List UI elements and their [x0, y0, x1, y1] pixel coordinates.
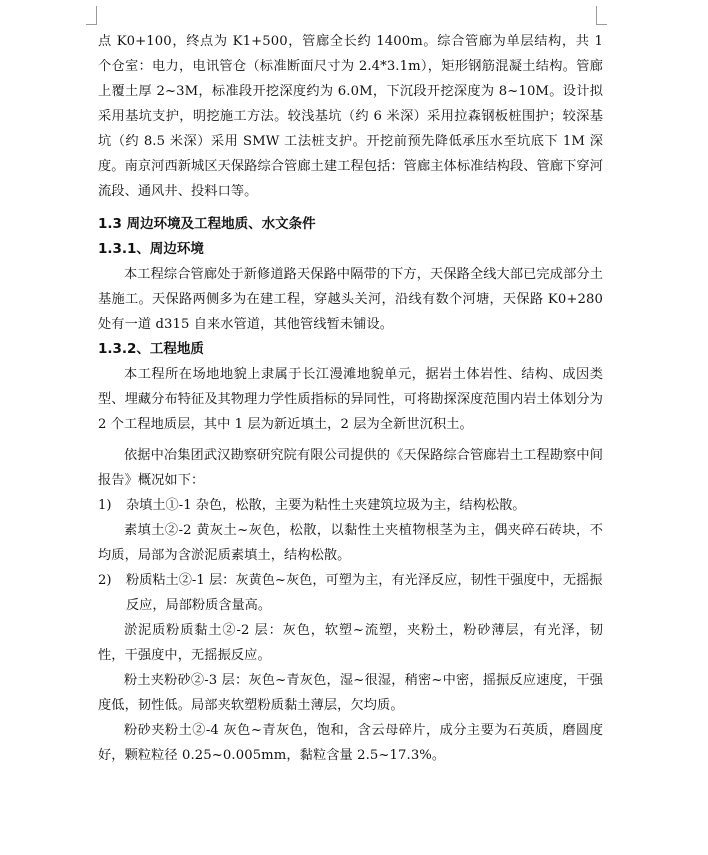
paragraph-surroundings: 本工程综合管廊处于新修道路天保路中隔带的下方，天保路全线大部已完成部分土基施工。天保路两侧多为在建工程，穿越头关河，沿线有数个河塘，天保路 K0+280 处有一道 d315 自来水管道，其他管线暂未铺设。 [98, 267, 603, 332]
document-body [98, 29, 603, 768]
crop-mark-top-right [596, 6, 607, 25]
list-text: 粉质粘土②-1 层：灰黄色~灰色，可塑为主，有光泽反应，韧性干强度中，无摇振反应，局部粉质含量高。 [126, 573, 603, 613]
paragraph-geology: 本工程所在场地地貌上隶属于长江漫滩地貌单元，据岩土体岩性、结构、成因类型、埋藏分布特征及其物理力学性质指标的异同性，可将勘探深度范围内岩土体划分为 2 个工程地质层，其中 1 层为新近填土，2 层为全新世沉积土。 [98, 367, 603, 432]
paragraph-muddy-clay: 淤泥质粉质黏土②-2 层：灰色，软塑~流塑，夹粉土，粉砂薄层，有光泽，韧性，干强度中，无摇振反应。 [98, 623, 603, 663]
paragraph-report-reference: 依据中冶集团武汉勘察研究院有限公司提供的《天保路综合管廊岩土工程勘察中间报告》概况如下： [98, 448, 603, 488]
list-number: 2) [98, 573, 112, 588]
list-item-2 [98, 568, 603, 618]
paragraph-plain-fill: 素填土②-2 黄灰土~灰色，松散，以黏性土夹植物根茎为主，偶夹碎石砖块，不均质，局部为含淤泥质素填土，结构松散。 [98, 523, 603, 563]
list-number: 1) [98, 498, 112, 513]
list-text: 杂填土①-1 杂色，松散，主要为粘性土夹建筑垃圾为主，结构松散。 [126, 498, 526, 513]
paragraph-project-overview: 点 K0+100，终点为 K1+500，管廊全长约 1400m。综合管廊为单层结构，共 1 个仓室：电力，电讯管仓（标准断面尺寸为 2.4*3.1m），矩形钢筋混凝土结构。管廊上覆土厚 2~3M，标准段开挖深度约为 6.0M，下沉段开挖深度为 8~10M。设计拟采用基坑支护，明挖施工方法。较浅基坑（约 6 米深）采用拉森钢板桩围护；较深基坑（约 8.5 米深）采用 SMW 工法桩支护。开挖前预先降低承压水至坑底下 1M 深度。南京河西新城区天保路综合管廊土建工程包括：管廊主体标准结构段、管廊下穿河流段、通风井、投料口等。 [98, 34, 603, 199]
paragraph-sand-silt: 粉砂夹粉土②-4 灰色~青灰色，饱和，含云母碎片，成分主要为石英质，磨圆度好，颗粒粒径 0.25~0.005mm，黏粒含量 2.5~17.3%。 [98, 723, 603, 763]
section-heading-1-3-2: 1.3.2、工程地质 [98, 341, 204, 357]
section-heading-1-3-1: 1.3.1、周边环境 [98, 241, 204, 257]
paragraph-silt-sand: 粉土夹粉砂②-3 层：灰色~青灰色，湿~很湿，稍密~中密，摇振反应速度，干强度低，韧性低。局部夹软塑粉质黏土薄层，欠均质。 [98, 673, 603, 713]
list-item-1 [98, 493, 603, 518]
section-heading-1-3: 1.3 周边环境及工程地质、水文条件 [98, 216, 316, 232]
crop-mark-top-left [86, 6, 97, 25]
